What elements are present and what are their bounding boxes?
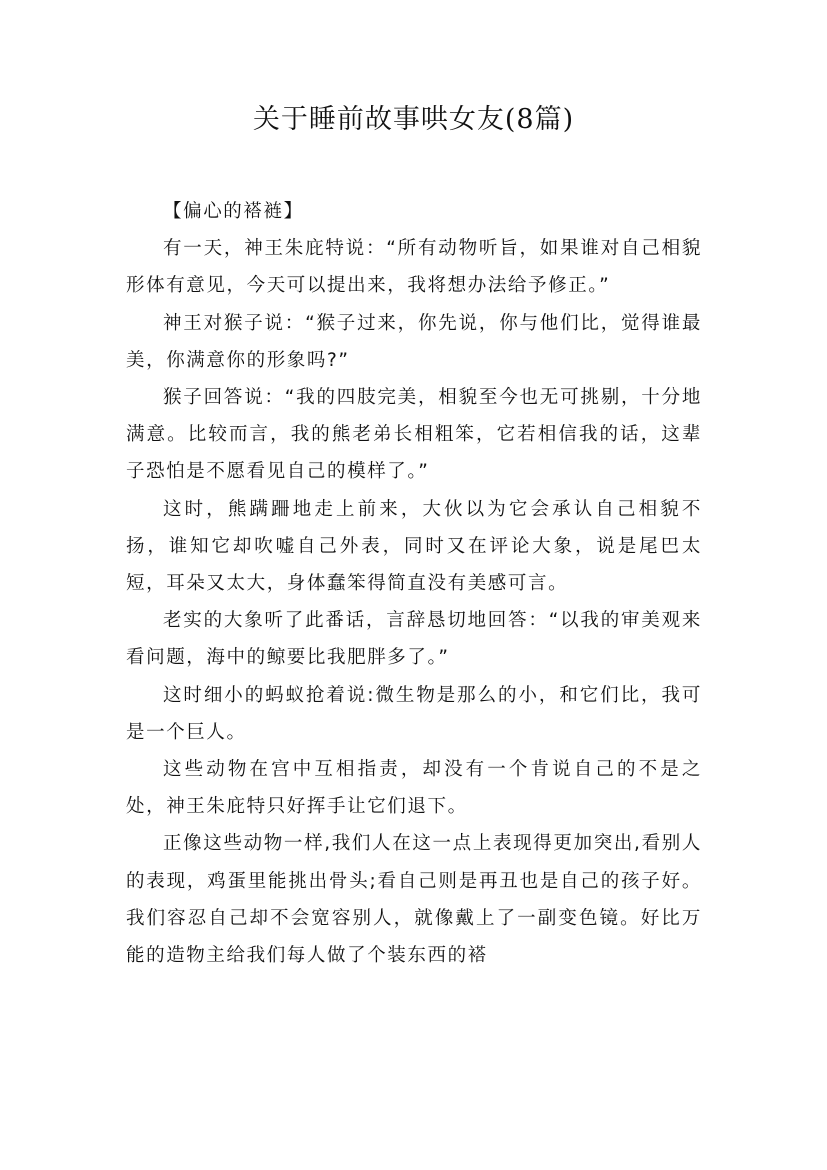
paragraph: 猴子回答说：“我的四肢完美，相貌至今也无可挑剔，十分地满意。比较而言，我的熊老弟长相粗笨，它若相信我的话，这辈子恐怕是不愿看见自己的模样了。” bbox=[126, 387, 702, 483]
document-title: 关于睡前故事哄女友(8篇) bbox=[252, 104, 575, 135]
paragraph: 有一天，神王朱庇特说：“所有动物听旨，如果谁对自己相貌形体有意见，今天可以提出来，我将想办法给予修正。” bbox=[126, 238, 702, 297]
section-heading: 【偏心的褡裢】 bbox=[163, 201, 304, 222]
paragraph: 正像这些动物一样,我们人在这一点上表现得更加突出,看别人的表现，鸡蛋里能挑出骨头;看自己则是再丑也是自己的孩子好。我们容忍自己却不会宽容别人，就像戴上了一副变色镜。好比万能的造物主给我们每人做了个装东西的褡 bbox=[126, 833, 702, 967]
paragraph: 这些动物在宫中互相指责，却没有一个肯说自己的不是之处，神王朱庇特只好挥手让它们退下。 bbox=[126, 759, 702, 818]
document-body bbox=[126, 193, 702, 974]
paragraph: 老实的大象听了此番话，言辞恳切地回答：“以我的审美观来看问题，海中的鲸要比我肥胖多了。” bbox=[126, 610, 702, 669]
paragraph: 这时，熊蹒跚地走上前来，大伙以为它会承认自己相貌不扬，谁知它却吹嘘自己外表，同时又在评论大象，说是尾巴太短，耳朵又太大，身体蠢笨得简直没有美感可言。 bbox=[126, 498, 702, 595]
paragraph: 这时细小的蚂蚁抢着说:微生物是那么的小，和它们比，我可是一个巨人。 bbox=[126, 684, 702, 743]
paragraph: 神王对猴子说：“猴子过来，你先说，你与他们比，觉得谁最美，你满意你的形象吗?” bbox=[126, 312, 702, 371]
